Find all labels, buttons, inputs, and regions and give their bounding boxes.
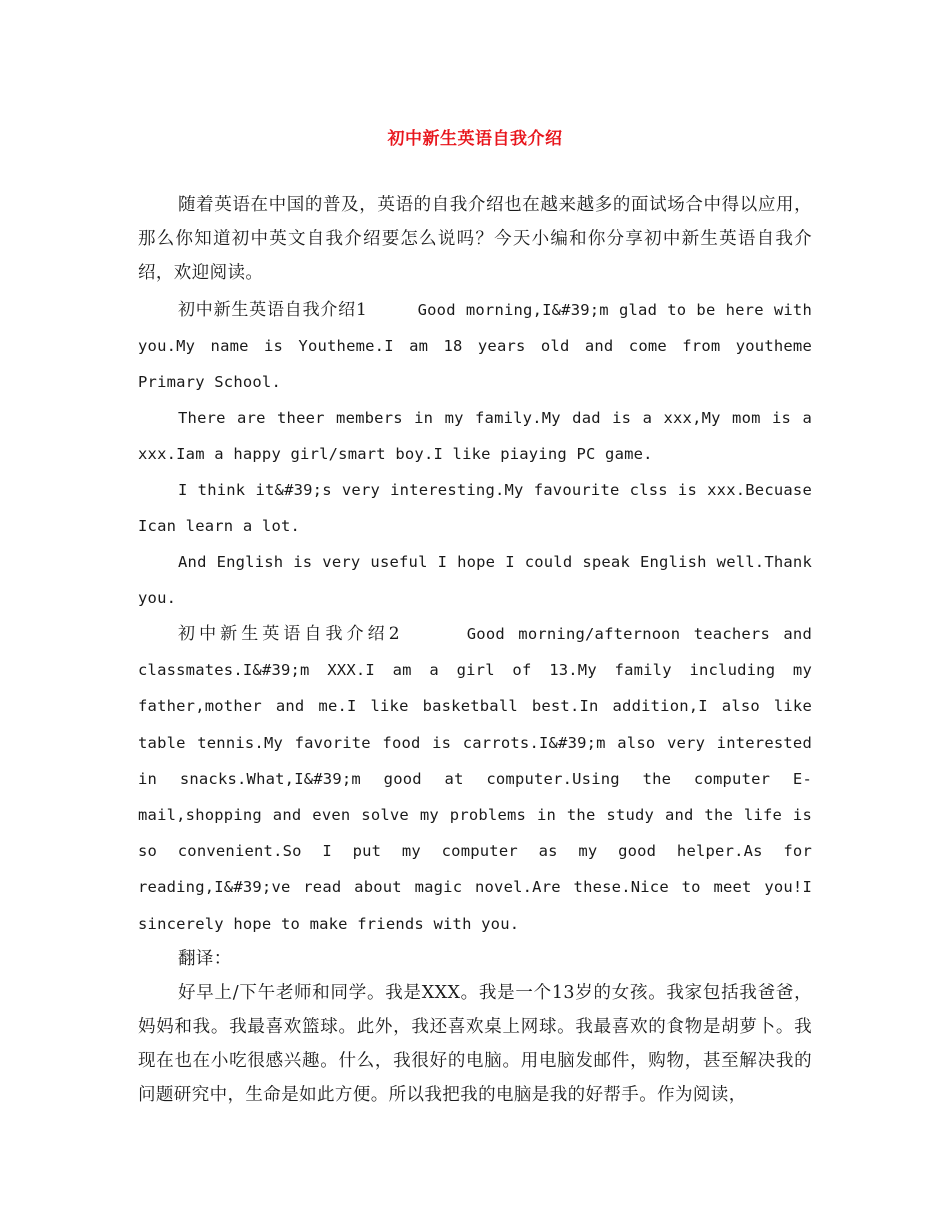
document-title: 初中新生英语自我介绍 (387, 129, 563, 149)
section2-heading: 初中新生英语自我介绍2 (178, 624, 400, 644)
section2-text-1: Good morning/afternoon teachers and classmates.I&#39;m XXX.I am a girl of 13.My family including my father,mother and me.I like basketball best.In addition,I also like table tennis.My favorite food is carrots.I&#39;m also very interested in snacks.What,I&#39;m good at computer.Using the computer E-mail,shopping and even solve my problems in the study and the life is so convenient.So I put my computer as my good helper.As for reading,I&#39;ve read about magic novel.Are these.Nice to meet you!I sincerely hope to make friends with you. (138, 625, 812, 933)
translation-paragraph: 好早上/下午老师和同学。我是XXX。我是一个13岁的女孩。我家包括我爸爸，妈妈和我。我最喜欢篮球。此外，我还喜欢桌上网球。我最喜欢的食物是胡萝卜。我现在也在小吃很感兴趣。什么，我很好的电脑。用电脑发邮件，购物，甚至解决我的问题研究中，生命是如此方便。所以我把我的电脑是我的好帮手。作为阅读， (138, 982, 812, 1105)
section1-heading: 初中新生英语自我介绍1 (178, 300, 367, 320)
section1-text-1: Good morning,I&#39;m glad to be here with you.My name is Youtheme.I am 18 years old and come from youtheme Primary School. (138, 301, 812, 391)
section1-paragraph-2: There are theer members in my family.My dad is a xxx,My mom is a xxx.Iam a happy girl/smart boy.I like piaying PC game. (138, 409, 812, 463)
intro-paragraph: 随着英语在中国的普及，英语的自我介绍也在越来越多的面试场合中得以应用，那么你知道初中英文自我介绍要怎么说吗？今天小编和你分享初中新生英语自我介绍，欢迎阅读。 (138, 195, 812, 283)
section1-paragraph-4: And English is very useful I hope I could speak English well.Thank you. (138, 553, 812, 607)
section1-paragraph-3: I think it&#39;s very interesting.My favourite clss is xxx.Becuase Ican learn a lot. (138, 481, 812, 535)
section2-paragraph-1 (138, 616, 812, 942)
section1-paragraph-1 (138, 292, 812, 400)
translation-label: 翻译： (178, 948, 232, 969)
document-body (138, 188, 812, 1112)
